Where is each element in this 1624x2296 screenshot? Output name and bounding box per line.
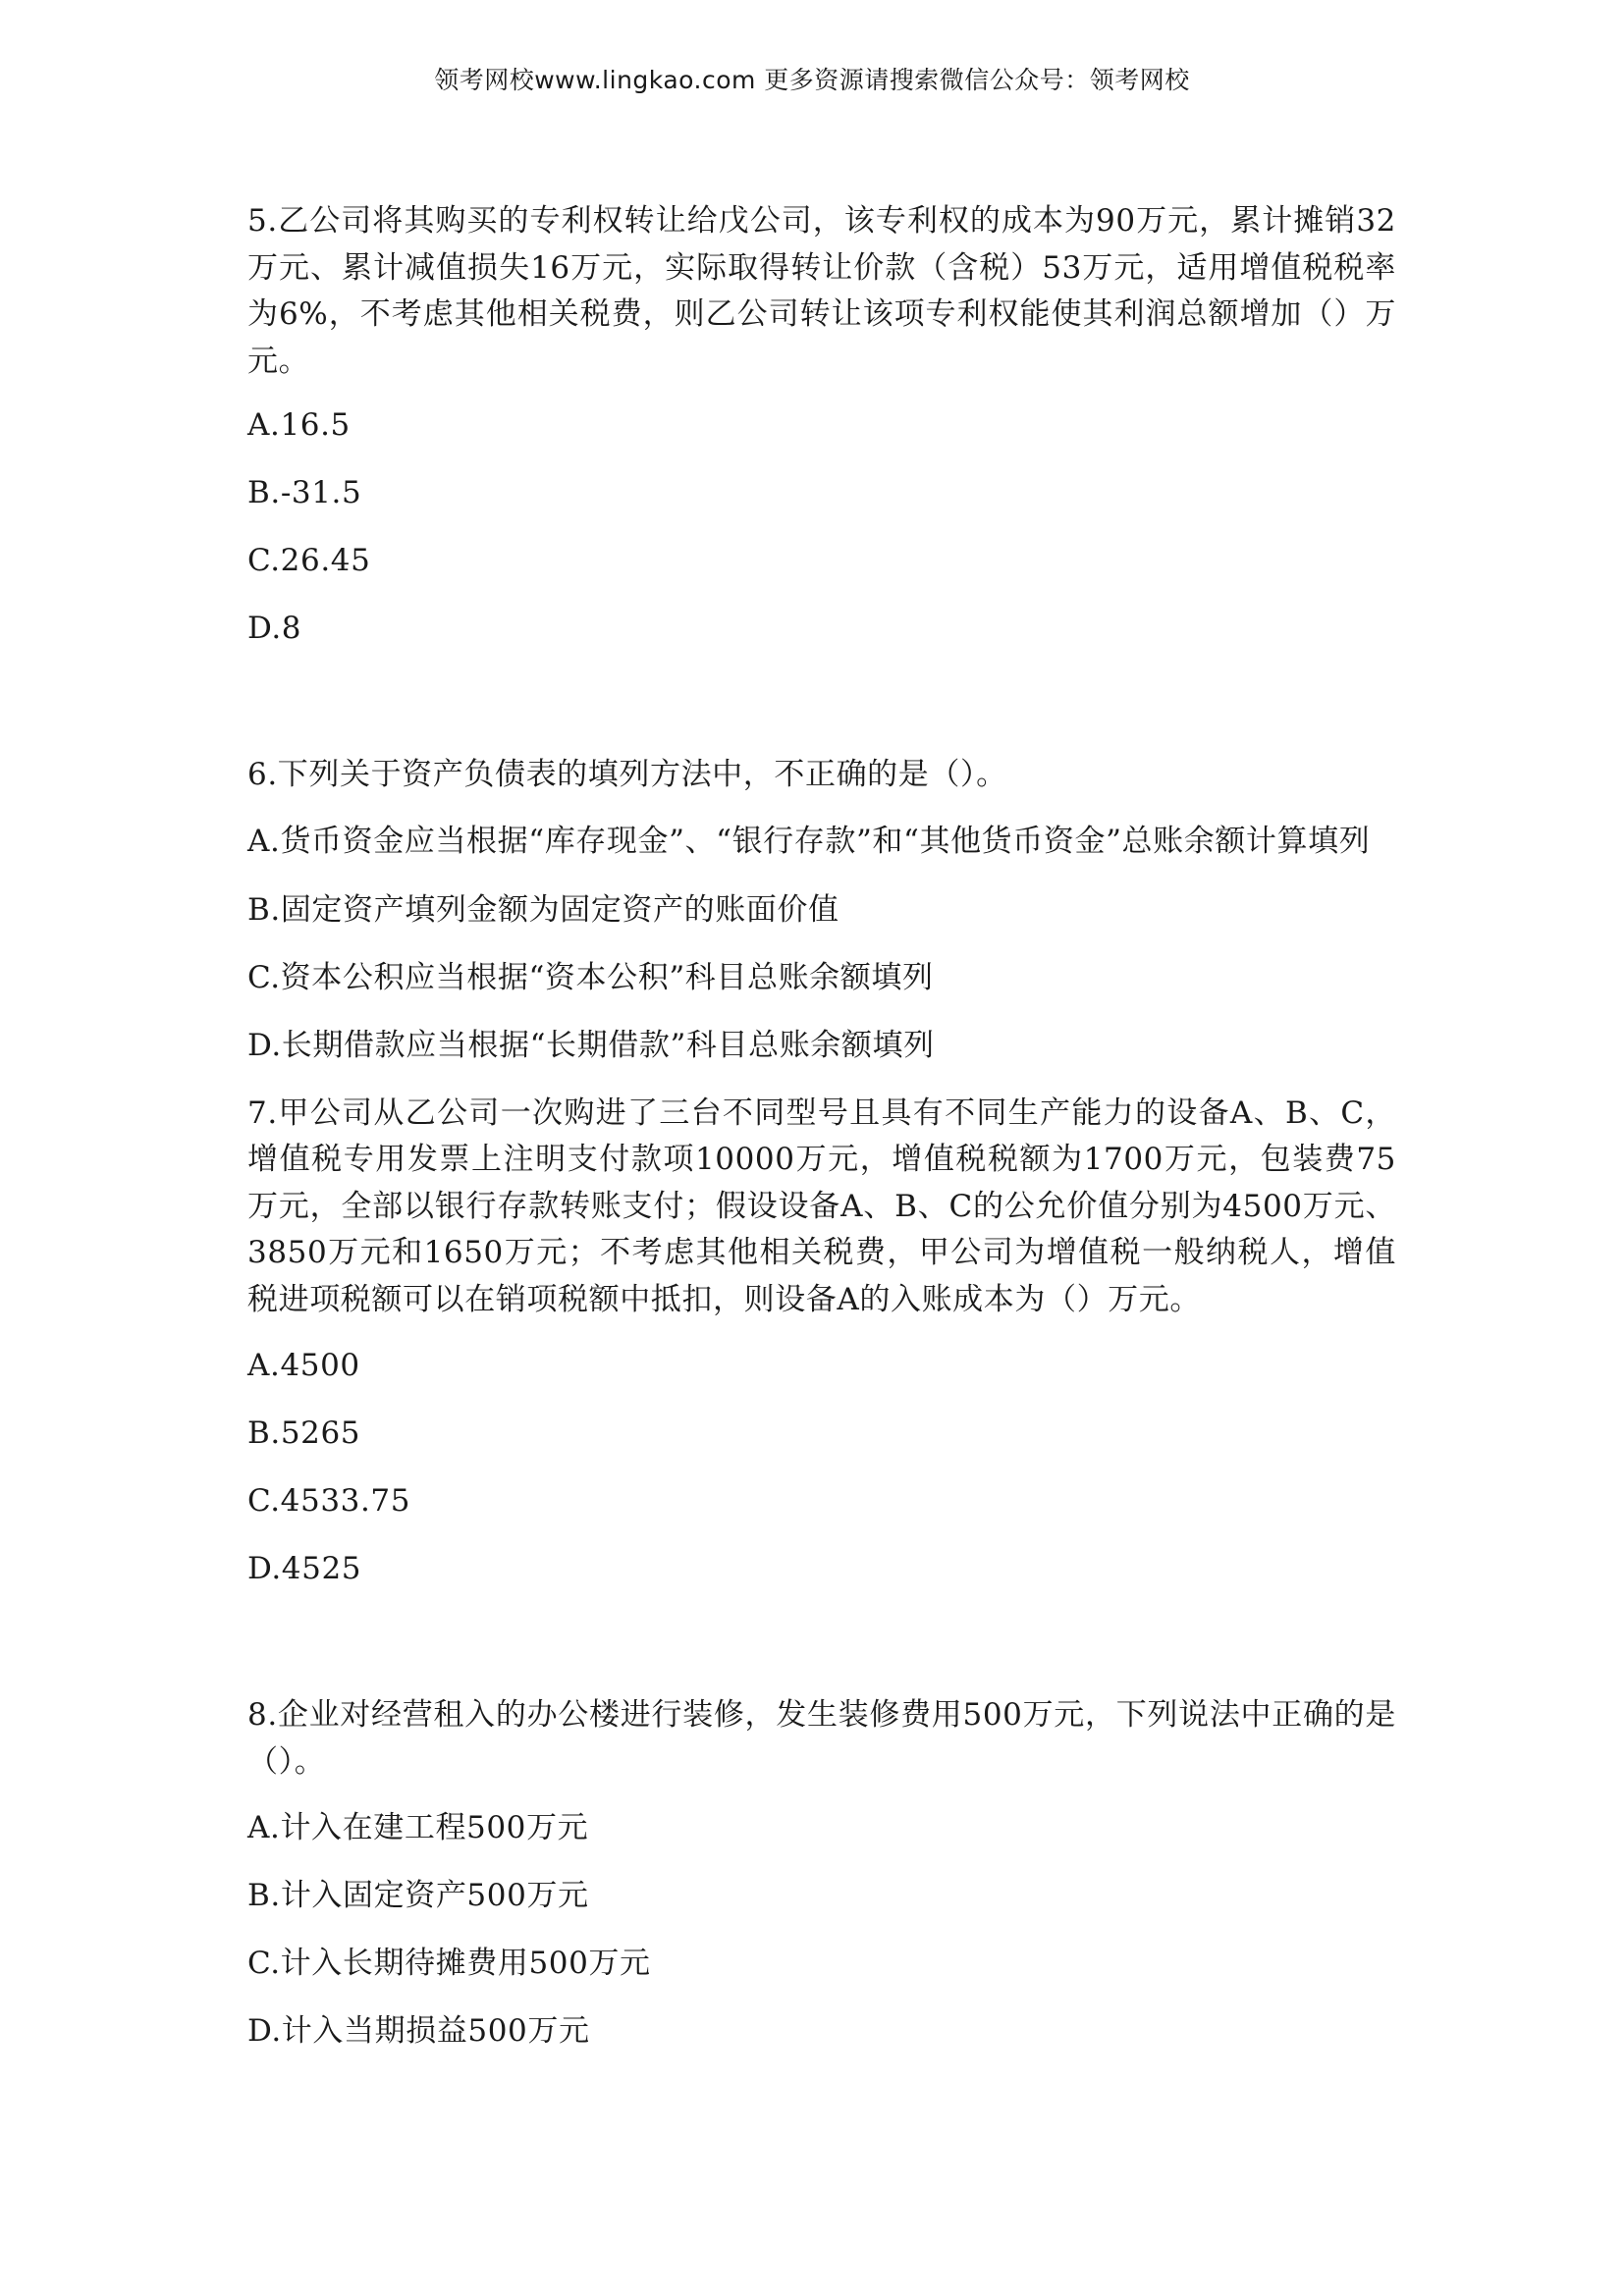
option-list (247, 819, 1396, 1068)
option-a: A.计入在建工程500万元 (247, 1810, 589, 1845)
option-a: A.4500 (247, 1348, 360, 1383)
question-stem: 8.企业对经营租入的办公楼进行装修，发生装修费用500万元，下列说法中正确的是（）。 (247, 1697, 1396, 1780)
question-stem: 7.甲公司从乙公司一次购进了三台不同型号且具有不同生产能力的设备A、B、C，增值税专用发票上注明支付款项10000万元，增值税税额为1700万元，包装费75万元，全部以银行存款转账支付；假设设备A、B、C的公允价值分别为4500万元、3850万元和1650万元；不考虑其他相关税费，甲公司为增值税一般纳税人，增值税进项税额可以在销项税额中抵扣，则设备A的入账成本为（）万元。 (247, 1095, 1396, 1317)
question-8 (247, 1692, 1396, 2054)
option-b: B.计入固定资产500万元 (247, 1878, 589, 1913)
option-list (247, 1343, 1396, 1591)
option-c: C.计入长期待摊费用500万元 (247, 1946, 651, 1981)
option-c: C.26.45 (247, 543, 371, 578)
question-list (247, 198, 1396, 2054)
option-a: A.货币资金应当根据“库存现金”、“银行存款”和“其他货币资金”总账余额计算填列 (247, 823, 1371, 859)
question-5 (247, 198, 1396, 651)
option-d: D.计入当期损益500万元 (247, 2013, 590, 2049)
question-stem: 5.乙公司将其购买的专利权转让给戊公司，该专利权的成本为90万元，累计摊销32万元、累计减值损失16万元，实际取得转让价款（含税）53万元，适用增值税税率为6%，不考虑其他相关税费，则乙公司转让该项专利权能使其利润总额增加（）万元。 (247, 203, 1397, 379)
option-c: C.资本公积应当根据“资本公积”科目总账余额填列 (247, 959, 934, 995)
option-b: B.-31.5 (247, 475, 362, 510)
page-header: 领考网校www.lingkao.com 更多资源请搜索微信公众号：领考网校 (434, 66, 1190, 94)
option-b: B.5265 (247, 1415, 361, 1451)
question-7 (247, 1091, 1396, 1592)
option-b: B.固定资产填列金额为固定资产的账面价值 (247, 891, 839, 928)
option-c: C.4533.75 (247, 1483, 411, 1519)
question-6 (247, 752, 1396, 1068)
option-a: A.16.5 (247, 407, 351, 443)
option-d: D.8 (247, 611, 302, 646)
question-stem: 6.下列关于资产负债表的填列方法中，不正确的是（）。 (247, 757, 1007, 792)
option-list (247, 402, 1396, 651)
option-list (247, 1805, 1396, 2054)
option-d: D.长期借款应当根据“长期借款”科目总账余额填列 (247, 1027, 935, 1063)
option-d: D.4525 (247, 1551, 362, 1586)
